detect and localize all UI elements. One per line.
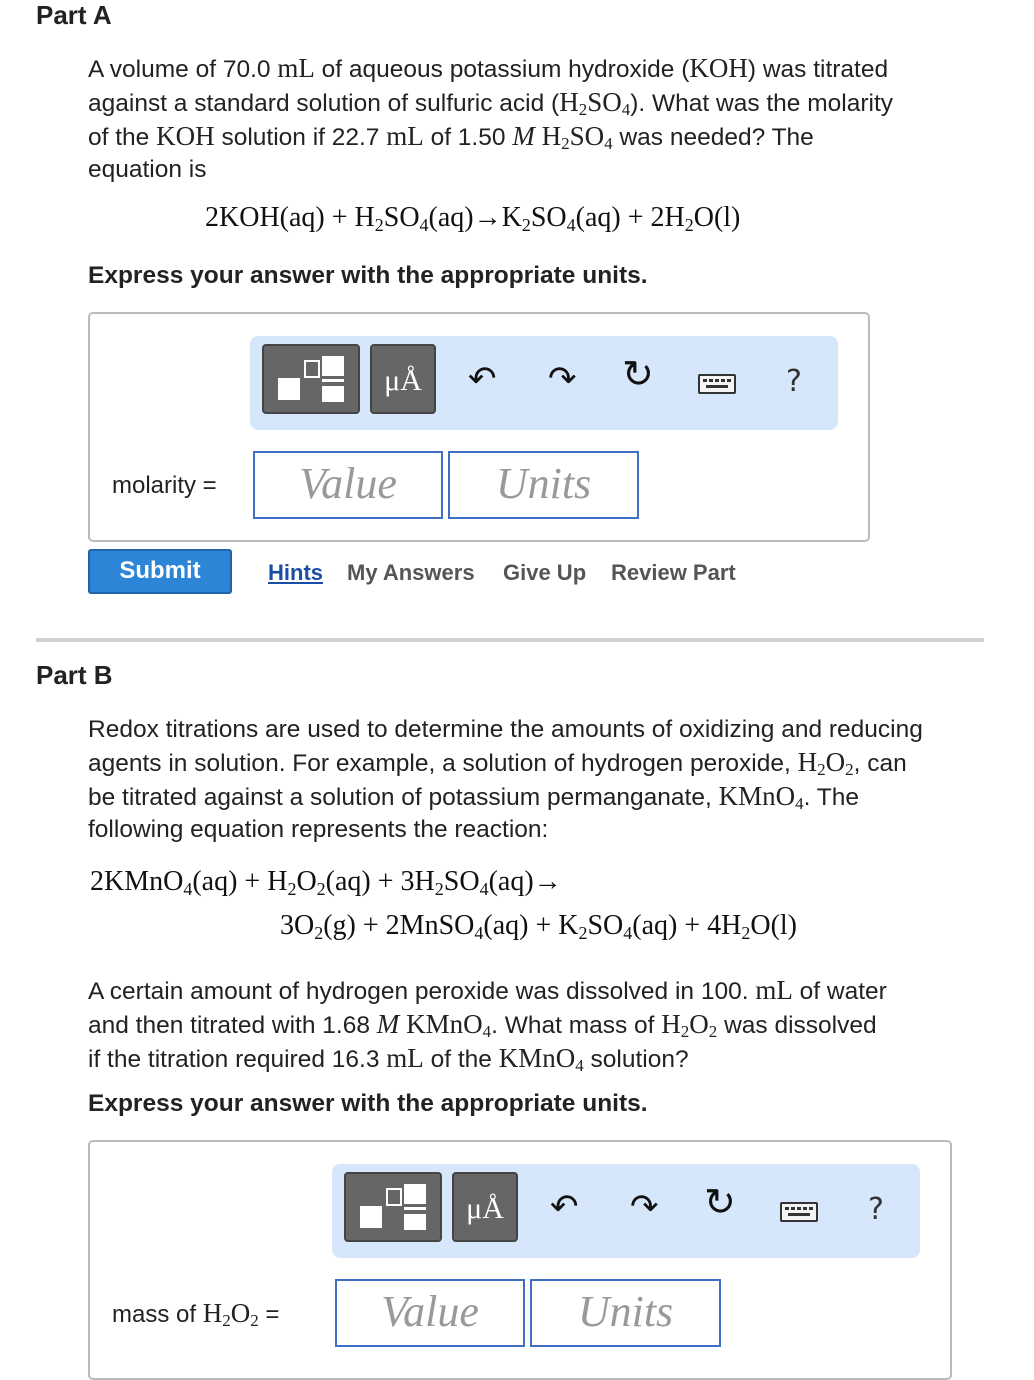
template-icon[interactable]	[262, 344, 360, 414]
give-up-link[interactable]: Give Up	[503, 560, 587, 585]
hints-link[interactable]: Hints	[268, 560, 323, 585]
units-icon-label: μÅ	[384, 364, 422, 397]
mass-value-input[interactable]: Value	[335, 1279, 525, 1347]
part-a-problem: A volume of 70.0 mL of aqueous potassium hydroxide (KOH) was titrated against a standard solution of sulfuric acid $(H_2SO_4)$. What was the molarity of the KOH solution if 22.7 mL of 1.50 M $H_2SO_4$ was needed? The equation is	[88, 53, 893, 183]
help-icon[interactable]: ?	[786, 364, 802, 399]
keyboard-icon[interactable]	[698, 374, 736, 394]
part-a-title: Part A	[36, 0, 112, 30]
part-b-equation-line1: 2KMnO$_4$(aq) + $H_2O_2(aq) + 3H_2SO_4(aq)\to$	[90, 866, 562, 899]
part-b-express: Express your answer with the appropriate units.	[88, 1090, 648, 1117]
reset-icon[interactable]: ↻	[622, 354, 654, 396]
redo-icon[interactable]: ↷	[630, 1188, 659, 1226]
units-icon-label: μÅ	[466, 1192, 504, 1225]
review-part-link[interactable]: Review Part	[611, 560, 736, 585]
undo-icon[interactable]: ↶	[468, 360, 497, 398]
part-b-title: Part B	[36, 660, 113, 690]
part-a-toolbar	[250, 336, 838, 430]
part-b-answer-box	[88, 1140, 952, 1380]
part-b-problem: A certain amount of hydrogen peroxide was dissolved in 100. mL of water and then titrated with 1.68 M KMnO$_4$. What mass of $H_2O_2$ was dissolved if the titration required 16.3 mL of the KMnO$_4$ solution?	[88, 975, 887, 1075]
help-icon[interactable]: ?	[868, 1192, 884, 1227]
part-b-toolbar	[332, 1164, 920, 1258]
part-a-answer-box	[88, 312, 870, 542]
molarity-label: molarity =	[112, 472, 217, 499]
units-icon[interactable]	[452, 1172, 518, 1242]
keyboard-icon[interactable]	[780, 1202, 818, 1222]
section-divider	[36, 638, 984, 642]
redo-icon[interactable]: ↷	[548, 360, 577, 398]
mass-units-input[interactable]: Units	[530, 1279, 721, 1347]
part-b-intro: Redox titrations are used to determine the amounts of oxidizing and reducing agents in solution. For example, a solution of hydrogen peroxide, $H_2O_2$, can be titrated against a solution of potassium permanganate, KMnO$_4$. The following equation represents the reaction:	[88, 716, 923, 843]
units-icon[interactable]	[370, 344, 436, 414]
part-a-express: Express your answer with the appropriate units.	[88, 262, 648, 289]
undo-icon[interactable]: ↶	[550, 1188, 579, 1226]
molarity-units-input[interactable]: Units	[448, 451, 639, 519]
part-b-equation-line2: $3O_2(g)$ + 2MnSO$_4$(aq) + $K_2SO_4(aq) + 4H_2O(l)$	[280, 910, 798, 943]
submit-button[interactable]: Submit	[88, 549, 232, 594]
part-a-equation: $2KOH(aq) + H_2SO_4(aq)\to K_2SO_4(aq) + 2H_2O(l)$	[205, 202, 741, 235]
template-icon[interactable]	[344, 1172, 442, 1242]
reset-icon[interactable]: ↻	[704, 1182, 736, 1224]
mass-label: mass of $H_2O_2$ =	[112, 1298, 280, 1330]
my-answers-link[interactable]: My Answers	[347, 560, 475, 585]
molarity-value-input[interactable]: Value	[253, 451, 443, 519]
